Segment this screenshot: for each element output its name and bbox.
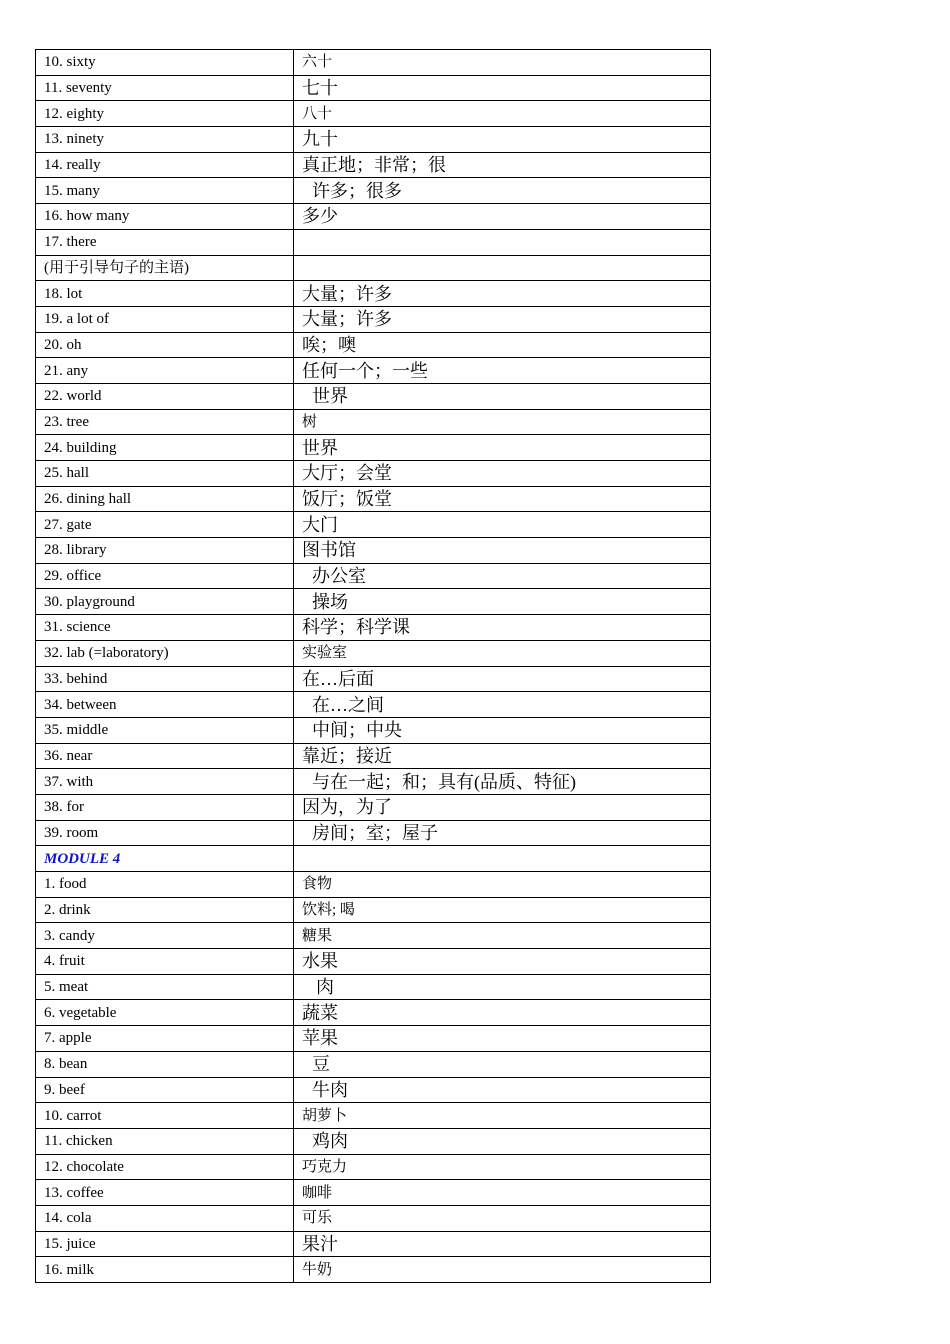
english-word: 34. between xyxy=(36,692,294,718)
vocab-row xyxy=(36,281,711,307)
chinese-meaning: 可乐 xyxy=(294,1205,711,1231)
english-word: 35. middle xyxy=(36,717,294,743)
vocab-row xyxy=(36,383,711,409)
vocab-row xyxy=(36,358,711,384)
chinese-meaning: 与在一起；和；具有(品质、特征) xyxy=(294,769,711,795)
english-word: 10. sixty xyxy=(36,50,294,76)
english-word: 1. food xyxy=(36,872,294,898)
chinese-meaning xyxy=(294,229,711,255)
english-word: 11. seventy xyxy=(36,75,294,101)
vocab-row xyxy=(36,1154,711,1180)
english-word: 26. dining hall xyxy=(36,486,294,512)
chinese-meaning: 饭厅；饭堂 xyxy=(294,486,711,512)
chinese-meaning: 因为，为了 xyxy=(294,794,711,820)
chinese-meaning: 操场 xyxy=(294,589,711,615)
chinese-meaning: 中间；中央 xyxy=(294,717,711,743)
chinese-meaning: 苹果 xyxy=(294,1026,711,1052)
english-word: 32. lab (=laboratory) xyxy=(36,640,294,666)
chinese-meaning: 大量；许多 xyxy=(294,281,711,307)
vocab-row xyxy=(36,127,711,153)
chinese-meaning: 咖啡 xyxy=(294,1180,711,1206)
chinese-meaning: 办公室 xyxy=(294,563,711,589)
vocab-row xyxy=(36,255,711,281)
vocab-row xyxy=(36,1205,711,1231)
section-heading: MODULE 4 xyxy=(36,846,294,872)
chinese-meaning: 牛肉 xyxy=(294,1077,711,1103)
english-word: 12. eighty xyxy=(36,101,294,127)
english-word: 14. really xyxy=(36,152,294,178)
english-word: 21. any xyxy=(36,358,294,384)
chinese-meaning: 巧克力 xyxy=(294,1154,711,1180)
english-word: 11. chicken xyxy=(36,1128,294,1154)
chinese-meaning: 八十 xyxy=(294,101,711,127)
english-word: 2. drink xyxy=(36,897,294,923)
vocab-row xyxy=(36,743,711,769)
english-word: 28. library xyxy=(36,538,294,564)
vocab-row xyxy=(36,1077,711,1103)
vocab-row xyxy=(36,409,711,435)
chinese-meaning: 世界 xyxy=(294,435,711,461)
chinese-meaning: 鸡肉 xyxy=(294,1128,711,1154)
english-word: 37. with xyxy=(36,769,294,795)
chinese-meaning: 房间；室；屋子 xyxy=(294,820,711,846)
english-word: 23. tree xyxy=(36,409,294,435)
chinese-meaning: 大量；许多 xyxy=(294,306,711,332)
vocab-row xyxy=(36,50,711,76)
chinese-meaning: 科学；科学课 xyxy=(294,615,711,641)
english-word: 19. a lot of xyxy=(36,306,294,332)
vocab-row xyxy=(36,1231,711,1257)
chinese-meaning: 肉 xyxy=(294,974,711,1000)
chinese-meaning: 蔬菜 xyxy=(294,1000,711,1026)
vocab-row xyxy=(36,178,711,204)
chinese-meaning: 饮料; 喝 xyxy=(294,897,711,923)
vocab-row xyxy=(36,229,711,255)
vocab-row xyxy=(36,152,711,178)
vocab-row xyxy=(36,974,711,1000)
english-word: 8. bean xyxy=(36,1051,294,1077)
english-word: 24. building xyxy=(36,435,294,461)
english-word: 22. world xyxy=(36,383,294,409)
english-word: 12. chocolate xyxy=(36,1154,294,1180)
chinese-meaning: 食物 xyxy=(294,872,711,898)
chinese-meaning: 在…后面 xyxy=(294,666,711,692)
vocab-row xyxy=(36,1128,711,1154)
section-heading-row xyxy=(36,846,711,872)
vocab-row xyxy=(36,101,711,127)
vocab-row xyxy=(36,615,711,641)
english-word: 15. juice xyxy=(36,1231,294,1257)
english-word: 10. carrot xyxy=(36,1103,294,1129)
chinese-meaning: 糖果 xyxy=(294,923,711,949)
chinese-meaning xyxy=(294,255,711,281)
chinese-meaning: 树 xyxy=(294,409,711,435)
vocab-row xyxy=(36,486,711,512)
vocab-row xyxy=(36,1257,711,1283)
english-word: 39. room xyxy=(36,820,294,846)
english-word: 6. vegetable xyxy=(36,1000,294,1026)
vocab-row xyxy=(36,563,711,589)
vocab-row xyxy=(36,1000,711,1026)
vocab-row xyxy=(36,1026,711,1052)
english-word: 13. coffee xyxy=(36,1180,294,1206)
vocabulary-table-body xyxy=(36,50,711,1283)
chinese-meaning: 任何一个；一些 xyxy=(294,358,711,384)
english-word: 15. many xyxy=(36,178,294,204)
chinese-meaning: 许多；很多 xyxy=(294,178,711,204)
vocab-row xyxy=(36,666,711,692)
vocab-row xyxy=(36,923,711,949)
english-word: 33. behind xyxy=(36,666,294,692)
english-word: 31. science xyxy=(36,615,294,641)
vocab-row xyxy=(36,769,711,795)
vocab-row xyxy=(36,1103,711,1129)
vocab-row xyxy=(36,1180,711,1206)
english-word: 38. for xyxy=(36,794,294,820)
chinese-meaning: 九十 xyxy=(294,127,711,153)
chinese-meaning: 大厅；会堂 xyxy=(294,461,711,487)
vocab-row xyxy=(36,692,711,718)
chinese-meaning xyxy=(294,846,711,872)
vocab-row xyxy=(36,1051,711,1077)
vocab-row xyxy=(36,589,711,615)
chinese-meaning: 真正地；非常；很 xyxy=(294,152,711,178)
vocab-row xyxy=(36,461,711,487)
vocab-row xyxy=(36,949,711,975)
english-word: 29. office xyxy=(36,563,294,589)
vocab-row xyxy=(36,306,711,332)
english-word: 25. hall xyxy=(36,461,294,487)
english-word: 14. cola xyxy=(36,1205,294,1231)
chinese-meaning: 实验室 xyxy=(294,640,711,666)
english-word: 5. meat xyxy=(36,974,294,1000)
chinese-meaning: 靠近；接近 xyxy=(294,743,711,769)
english-word: 7. apple xyxy=(36,1026,294,1052)
vocab-row xyxy=(36,204,711,230)
chinese-meaning: 豆 xyxy=(294,1051,711,1077)
english-word: 30. playground xyxy=(36,589,294,615)
english-word: 17. there xyxy=(36,229,294,255)
english-word: 16. milk xyxy=(36,1257,294,1283)
english-word: 27. gate xyxy=(36,512,294,538)
vocab-row xyxy=(36,897,711,923)
vocab-row xyxy=(36,794,711,820)
english-word: 36. near xyxy=(36,743,294,769)
english-word: 18. lot xyxy=(36,281,294,307)
chinese-meaning: 世界 xyxy=(294,383,711,409)
vocab-row xyxy=(36,332,711,358)
vocab-row xyxy=(36,75,711,101)
chinese-meaning: 果汁 xyxy=(294,1231,711,1257)
chinese-meaning: 唉；噢 xyxy=(294,332,711,358)
chinese-meaning: 七十 xyxy=(294,75,711,101)
chinese-meaning: 胡萝卜 xyxy=(294,1103,711,1129)
english-word: 13. ninety xyxy=(36,127,294,153)
chinese-meaning: 六十 xyxy=(294,50,711,76)
chinese-meaning: 牛奶 xyxy=(294,1257,711,1283)
vocab-row xyxy=(36,538,711,564)
chinese-meaning: 在…之间 xyxy=(294,692,711,718)
chinese-meaning: 图书馆 xyxy=(294,538,711,564)
vocab-row xyxy=(36,820,711,846)
vocab-row xyxy=(36,640,711,666)
english-word: 4. fruit xyxy=(36,949,294,975)
chinese-meaning: 多少 xyxy=(294,204,711,230)
english-word: (用于引导句子的主语) xyxy=(36,255,294,281)
chinese-meaning: 水果 xyxy=(294,949,711,975)
vocab-row xyxy=(36,512,711,538)
english-word: 3. candy xyxy=(36,923,294,949)
english-word: 9. beef xyxy=(36,1077,294,1103)
vocab-row xyxy=(36,872,711,898)
english-word: 16. how many xyxy=(36,204,294,230)
chinese-meaning: 大门 xyxy=(294,512,711,538)
english-word: 20. oh xyxy=(36,332,294,358)
vocab-row xyxy=(36,717,711,743)
vocabulary-table xyxy=(35,49,711,1283)
vocab-row xyxy=(36,435,711,461)
